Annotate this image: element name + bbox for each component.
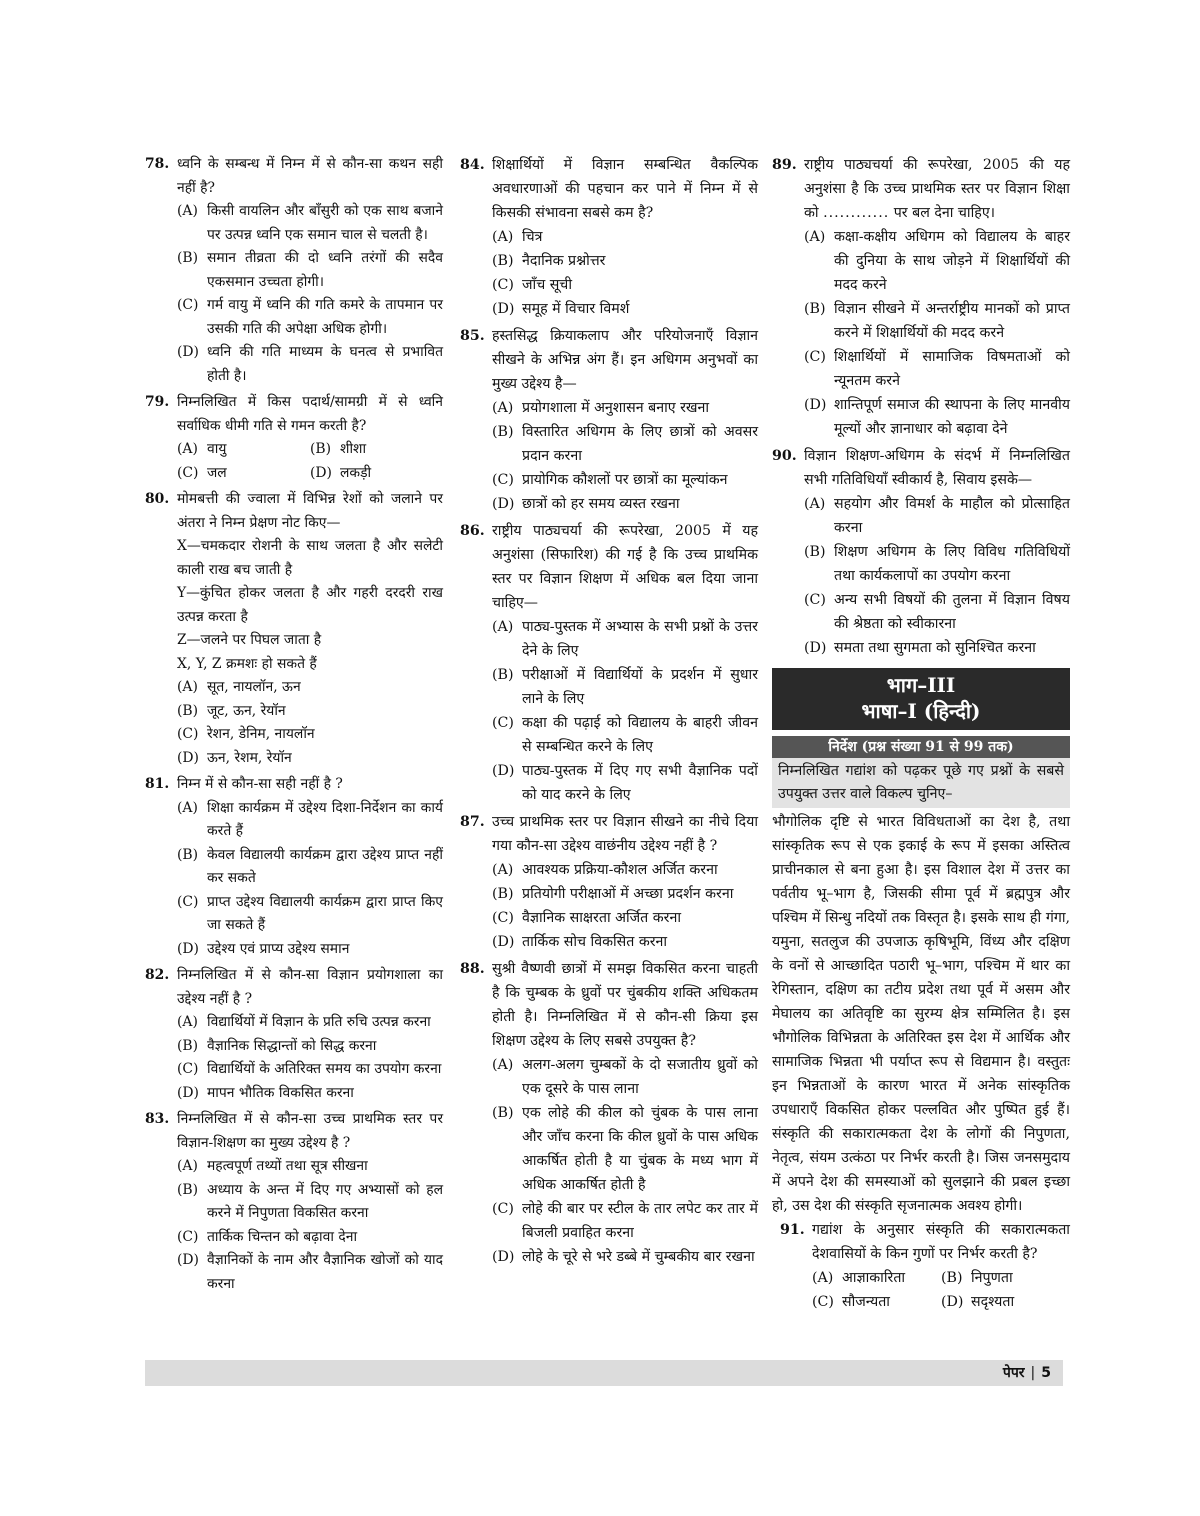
option-label: (C) bbox=[177, 726, 199, 742]
option-c[interactable] bbox=[145, 891, 443, 938]
option-label: (B) bbox=[492, 1105, 514, 1121]
option-text: तार्किक चिन्तन को बढ़ावा देना bbox=[207, 1228, 358, 1245]
question-text: हस्तसिद्ध क्रियाकलाप और परियोजनाएँ विज्ञान सीखने के अभिन्न अंग हैं। इन अधिगम अनुभवों का मुख्य उद्देश्य है— bbox=[492, 328, 758, 392]
question-number: 82. bbox=[145, 967, 170, 983]
option-label: (D) bbox=[177, 1084, 199, 1101]
part-title: भाग–III bbox=[886, 673, 956, 697]
option-text: गर्म वायु में ध्वनि की गति कमरे के तापमान पर उसकी गति की अपेक्षा अधिक होगी। bbox=[207, 297, 443, 337]
option-label: (B) bbox=[177, 250, 199, 266]
option-text: समान तीव्रता की दो ध्वनि तरंगों की सदैव एकसमान उच्चता होगी। bbox=[207, 250, 443, 290]
option-label: (C) bbox=[492, 715, 514, 731]
question-85 bbox=[460, 324, 758, 516]
question-header bbox=[772, 444, 1070, 492]
option-label: (C) bbox=[492, 277, 514, 293]
option-text: प्रयोगशाला में अनुशासन बनाए रखना bbox=[522, 400, 710, 416]
option-d[interactable] bbox=[145, 341, 443, 388]
option-label: (B) bbox=[804, 544, 826, 560]
option-d[interactable] bbox=[145, 1082, 443, 1106]
question-79 bbox=[145, 391, 443, 485]
option-label: (D) bbox=[177, 344, 199, 360]
footer-separator: | bbox=[1030, 1365, 1036, 1381]
passage-text: भौगोलिक दृष्टि से भारत विविधताओं का देश है, तथा सांस्कृतिक रूप से एक इकाई के रूप में इसका अस्तित्व प्राचीनकाल से बना हुआ है। इस विशाल देश में उत्तर का पर्वतीय भू–भाग है, जिसकी सीमा पूर्व में ब्रह्मपुत्र और पश्चिम में सिन्धु नदियों तक विस्तृत है। इसके साथ ही गंगा, यमुना, सतलुज की उपजाऊ कृषिभूमि, विंध्य और दक्षिण के वनों से आच्छादित पठारी भू–भाग, पश्चिम में थार का रेगिस्तान, दक्षिण का तटीय प्रदेश तथा पूर्व में असम और मेघालय का अतिवृष्टि का सुरम्य क्षेत्र सम्मिलित है। इस भौगोलिक विभिन्नता के अतिरिक्त इस देश में आर्थिक और सामाजिक भिन्नता भी पर्याप्त रूप से विद्यमान है। वस्तुतः इन भिन्नताओं के कारण भारत में अनेक सांस्कृतिक उपधाराएँ विकसित होकर पल्लवित और पुष्पित हुई हैं। संस्कृति की सकारात्मकता देश के लोगों की निपुणता, नेतृत्व, संयम उत्कंठा पर निर्भर करती है। जिस जनसमुदाय में अपने देश की समस्याओं को सुलझाने की प्रबल इच्छा हो, उस देश की संस्कृति सृजनात्मक अवश्य होगी। bbox=[772, 814, 1070, 1214]
column-1 bbox=[145, 153, 443, 1299]
question-90 bbox=[772, 444, 1070, 660]
question-number: 90. bbox=[772, 448, 797, 464]
option-a[interactable] bbox=[460, 1053, 758, 1101]
option-text: अलग-अलग चुम्बकों के दो सजातीय ध्रुवों को एक दूसरे के पास लाना bbox=[522, 1057, 758, 1097]
page-footer bbox=[145, 1360, 1063, 1386]
option-label: (B) bbox=[492, 886, 514, 902]
option-c[interactable] bbox=[772, 345, 1070, 393]
option-a[interactable] bbox=[460, 396, 758, 420]
fill-blank: ............ bbox=[823, 205, 890, 221]
question-number: 89. bbox=[772, 157, 797, 173]
option-b[interactable] bbox=[941, 1266, 1070, 1290]
question-91 bbox=[772, 1218, 1070, 1314]
option-text: किसी वायलिन और बाँसुरी को एक साथ बजाने पर उत्पन्न ध्वनि एक समान चाल से चलती है। bbox=[207, 203, 443, 243]
option-d[interactable] bbox=[772, 393, 1070, 441]
direction-text: निम्नलिखित गद्यांश को पढ़कर पूछे गए प्रश्नों के सबसे उपयुक्त उत्तर वाले विकल्प चुनिए– bbox=[772, 758, 1070, 808]
option-label: (A) bbox=[804, 496, 826, 512]
option-text: महत्वपूर्ण तथ्यों तथा सूत्र सीखना bbox=[207, 1158, 368, 1174]
option-label: (C) bbox=[804, 592, 826, 608]
question-header bbox=[460, 324, 758, 396]
option-b[interactable] bbox=[460, 663, 758, 711]
observation-note: Y—कुंचित होकर जलता है और गहरी दरदरी राख उत्पन्न करता है bbox=[177, 585, 443, 625]
option-label: (B) bbox=[177, 1037, 199, 1054]
option-c[interactable] bbox=[177, 462, 310, 486]
option-label: (D) bbox=[310, 464, 332, 481]
option-c[interactable] bbox=[460, 468, 758, 492]
option-text: प्रतियोगी परीक्षाओं में अच्छा प्रदर्शन करना bbox=[522, 886, 734, 902]
direction-heading: निर्देश (प्रश्न संख्या 91 से 99 तक) bbox=[772, 736, 1070, 758]
option-text: शीशा bbox=[340, 441, 367, 457]
option-label: (B) bbox=[310, 441, 332, 457]
option-a[interactable] bbox=[460, 615, 758, 663]
option-b[interactable] bbox=[772, 297, 1070, 345]
option-a[interactable] bbox=[145, 676, 443, 700]
question-header bbox=[145, 964, 443, 1011]
question-number: 91. bbox=[780, 1222, 805, 1238]
observation-note: X—चमकदार रोशनी के साथ जलता है और सलेटी काली राख बच जाती है bbox=[177, 538, 443, 578]
option-b[interactable] bbox=[145, 247, 443, 294]
question-text: विज्ञान शिक्षण-अधिगम के संदर्भ में निम्नलिखित सभी गतिविधियाँ स्वीकार्य है, सिवाय इसके— bbox=[804, 448, 1070, 488]
option-grid bbox=[145, 438, 443, 485]
option-text: कक्षा-कक्षीय अधिगम को विद्यालय के बाहर की दुनिया के साथ जोड़ने में शिक्षार्थियों की मदद करने bbox=[834, 229, 1070, 293]
option-label: (D) bbox=[804, 397, 827, 413]
question-header bbox=[145, 391, 443, 438]
question-text: राष्ट्रीय पाठ्यचर्या की रूपरेखा, 2005 में यह अनुशंसा (सिफारिश) की गई है कि उच्च प्राथमिक स्तर पर विज्ञान शिक्षण में अधिक बल दिया जाना चाहिए— bbox=[492, 523, 758, 611]
question-number: 78. bbox=[145, 156, 170, 172]
option-text: ध्वनि की गति माध्यम के घनत्व से प्रभावित होती है। bbox=[207, 344, 443, 384]
question-header bbox=[145, 488, 443, 535]
option-label: (B) bbox=[177, 846, 199, 863]
question-84 bbox=[460, 153, 758, 321]
option-label: (A) bbox=[492, 862, 514, 878]
option-text: जल bbox=[207, 464, 227, 481]
option-text: उद्देश्य एवं प्राप्य उद्देश्य समान bbox=[207, 940, 350, 957]
option-c[interactable] bbox=[145, 294, 443, 341]
option-d[interactable] bbox=[310, 462, 443, 486]
question-header bbox=[460, 153, 758, 225]
option-text: प्रायोगिक कौशलों पर छात्रों का मूल्यांकन bbox=[522, 472, 728, 488]
question-88 bbox=[460, 957, 758, 1269]
option-a[interactable] bbox=[177, 438, 310, 462]
option-d[interactable] bbox=[772, 636, 1070, 660]
part-subtitle: भाषा–I (हिन्दी) bbox=[861, 699, 981, 723]
option-label: (A) bbox=[177, 203, 198, 219]
option-label: (C) bbox=[812, 1294, 834, 1310]
question-text: सुश्री वैष्णवी छात्रों में समझ विकसित करना चाहती है कि चुम्बक के ध्रुवों पर चुंबकीय शक्ति अधिकतम होती है। निम्नलिखित में से कौन-सी क्रिया इस शिक्षण उद्देश्य के लिए सबसे उपयुक्त है? bbox=[492, 961, 758, 1049]
question-number: 84. bbox=[460, 157, 485, 173]
option-text: वैज्ञानिकों के नाम और वैज्ञानिक खोजों को याद करना bbox=[207, 1252, 443, 1292]
question-82 bbox=[145, 964, 443, 1105]
option-c[interactable] bbox=[460, 273, 758, 297]
option-text: तार्किक सोच विकसित करना bbox=[522, 934, 668, 950]
option-text: मापन भौतिक विकसित करना bbox=[207, 1084, 354, 1101]
option-text: आवश्यक प्रक्रिया-कौशल अर्जित करना bbox=[522, 862, 718, 878]
option-a[interactable] bbox=[460, 858, 758, 882]
part-heading-box bbox=[772, 668, 1070, 730]
option-b[interactable] bbox=[460, 1101, 758, 1197]
option-grid bbox=[780, 1266, 1070, 1314]
option-label: (D) bbox=[941, 1294, 964, 1310]
option-label: (A) bbox=[492, 400, 514, 416]
question-number: 83. bbox=[145, 1111, 170, 1127]
option-label: (A) bbox=[492, 619, 514, 635]
option-label: (D) bbox=[492, 301, 515, 317]
option-label: (D) bbox=[804, 640, 827, 656]
option-text: सहयोग और विमर्श के माहौल को प्रोत्साहित करना bbox=[834, 496, 1070, 536]
option-text: ऊन, रेशम, रेयॉन bbox=[207, 749, 292, 766]
option-text: शिक्षार्थियों में सामाजिक विषमताओं को न्यूनतम करने bbox=[834, 349, 1070, 389]
option-text: लोहे की बार पर स्टील के तार लपेट कर तार में बिजली प्रवाहित करना bbox=[522, 1201, 758, 1241]
option-text: पाठ्य-पुस्तक में अभ्यास के सभी प्रश्नों के उत्तर देने के लिए bbox=[522, 619, 758, 659]
option-text: अध्याय के अन्त में दिए गए अभ्यासों को हल करने में निपुणता विकसित करना bbox=[207, 1181, 443, 1221]
option-a[interactable] bbox=[145, 1155, 443, 1179]
question-number: 86. bbox=[460, 523, 485, 539]
option-label: (B) bbox=[177, 702, 199, 719]
option-label: (C) bbox=[177, 893, 199, 910]
option-text: समता तथा सुगमता को सुनिश्चित करना bbox=[834, 640, 1036, 656]
question-text-after: पर बल देना चाहिए। bbox=[889, 205, 996, 221]
question-83 bbox=[145, 1108, 443, 1296]
page-number: 5 bbox=[1041, 1365, 1051, 1381]
question-number: 81. bbox=[145, 776, 170, 792]
option-label: (C) bbox=[804, 349, 826, 365]
option-text: सदृश्यता bbox=[971, 1294, 1015, 1310]
option-text: पाठ्य-पुस्तक में दिए गए सभी वैज्ञानिक पदों को याद करने के लिए bbox=[522, 763, 758, 803]
option-text: वैज्ञानिक सिद्धान्तों को सिद्ध करना bbox=[207, 1037, 377, 1054]
option-d[interactable] bbox=[460, 759, 758, 807]
option-label: (D) bbox=[492, 496, 515, 512]
option-label: (D) bbox=[492, 934, 515, 950]
option-label: (B) bbox=[177, 1181, 199, 1198]
option-c[interactable] bbox=[460, 1197, 758, 1245]
option-label: (C) bbox=[177, 1228, 199, 1245]
option-a[interactable] bbox=[145, 200, 443, 247]
option-c[interactable] bbox=[772, 588, 1070, 636]
option-label: (B) bbox=[492, 424, 514, 440]
observation-note: Z—जलने पर पिघल जाता है bbox=[177, 632, 322, 648]
option-text: जाँच सूची bbox=[522, 277, 572, 293]
option-label: (D) bbox=[177, 749, 199, 766]
option-d[interactable] bbox=[145, 747, 443, 771]
option-text: विज्ञान सीखने में अन्तर्राष्ट्रीय मानकों को प्राप्त करने में शिक्षार्थियों की मदद करने bbox=[834, 301, 1070, 341]
option-d[interactable] bbox=[460, 1245, 758, 1269]
option-label: (B) bbox=[941, 1270, 963, 1286]
option-text: चित्र bbox=[522, 229, 543, 245]
option-text: रेशन, डेनिम, नायलॉन bbox=[207, 726, 315, 742]
option-label: (A) bbox=[804, 229, 826, 245]
option-d[interactable] bbox=[145, 1249, 443, 1296]
column-3 bbox=[772, 153, 1070, 1317]
option-text: परीक्षाओं में विद्यार्थियों के प्रदर्शन में सुधार लाने के लिए bbox=[522, 667, 758, 707]
option-label: (A) bbox=[177, 799, 198, 816]
option-d[interactable] bbox=[460, 297, 758, 321]
option-b[interactable] bbox=[145, 844, 443, 891]
option-text: सूत, नायलॉन, ऊन bbox=[207, 679, 301, 695]
option-label: (B) bbox=[804, 301, 826, 317]
option-d[interactable] bbox=[460, 492, 758, 516]
question-number: 80. bbox=[145, 491, 170, 507]
question-header bbox=[772, 153, 1070, 225]
question-text: शिक्षार्थियों में विज्ञान सम्बन्धित वैकल्पिक अवधारणाओं की पहचान कर पाने में निम्न में से किसकी संभावना सबसे कम है? bbox=[492, 157, 758, 221]
column-3-questions bbox=[772, 153, 1070, 660]
option-text: केवल विद्यालयी कार्यक्रम द्वारा उद्देश्य प्राप्त नहीं कर सकते bbox=[207, 846, 443, 886]
question-text: उच्च प्राथमिक स्तर पर विज्ञान सीखने का नीचे दिया गया कौन-सा उद्देश्य वाछंनीय उद्देश्य नहीं है ? bbox=[492, 814, 758, 854]
option-text: वायु bbox=[207, 441, 227, 457]
question-header bbox=[460, 957, 758, 1053]
option-c[interactable] bbox=[812, 1290, 941, 1314]
option-label: (D) bbox=[177, 940, 199, 957]
option-b[interactable] bbox=[460, 249, 758, 273]
option-b[interactable] bbox=[772, 540, 1070, 588]
question-86 bbox=[460, 519, 758, 807]
option-label: (C) bbox=[177, 1061, 199, 1077]
option-c[interactable] bbox=[460, 906, 758, 930]
option-label: (C) bbox=[492, 910, 514, 926]
option-text: नैदानिक प्रश्नोत्तर bbox=[522, 253, 606, 269]
question-header bbox=[460, 519, 758, 615]
option-text: वैज्ञानिक साक्षरता अर्जित करना bbox=[522, 910, 682, 926]
question-number: 79. bbox=[145, 394, 170, 410]
option-c[interactable] bbox=[460, 711, 758, 759]
option-text: शिक्षण अधिगम के लिए विविध गतिविधियों तथा कार्यकलापों का उपयोग करना bbox=[834, 544, 1070, 584]
option-d[interactable] bbox=[941, 1290, 1070, 1314]
option-text: लोहे के चूरे से भरे डब्बे में चुम्बकीय बार रखना bbox=[522, 1249, 755, 1265]
option-d[interactable] bbox=[460, 930, 758, 954]
option-text: लकड़ी bbox=[340, 464, 372, 481]
question-78 bbox=[145, 153, 443, 388]
option-text: कक्षा की पढ़ाई को विद्यालय के बाहरी जीवन से सम्बन्धित करने के लिए bbox=[522, 715, 758, 755]
option-a[interactable] bbox=[145, 1011, 443, 1035]
question-text: निम्न में से कौन-सा सही नहीं है ? bbox=[177, 776, 343, 792]
question-number: 85. bbox=[460, 328, 485, 344]
option-label: (C) bbox=[492, 472, 514, 488]
question-text: निम्नलिखित में से कौन-सा उच्च प्राथमिक स्तर पर विज्ञान-शिक्षण का मुख्य उद्देश्य है ? bbox=[177, 1111, 443, 1151]
question-header bbox=[145, 153, 443, 200]
option-text: निपुणता bbox=[971, 1270, 1013, 1286]
option-label: (B) bbox=[492, 253, 514, 269]
question-text: मोमबत्ती की ज्वाला में विभिन्न रेशों को जलाने पर अंतरा ने निम्न प्रेक्षण नोट किए— bbox=[177, 491, 443, 531]
question-80 bbox=[145, 488, 443, 770]
question-81 bbox=[145, 773, 443, 961]
option-text: विद्यार्थियों के अतिरिक्त समय का उपयोग करना bbox=[207, 1061, 442, 1077]
option-a[interactable] bbox=[812, 1266, 941, 1290]
footer-label bbox=[1003, 1363, 1051, 1382]
option-label: (A) bbox=[177, 1158, 198, 1174]
option-text: आज्ञाकारिता bbox=[842, 1270, 906, 1286]
option-c[interactable] bbox=[145, 1058, 443, 1082]
option-b[interactable] bbox=[310, 438, 443, 462]
option-label: (C) bbox=[177, 464, 199, 481]
option-b[interactable] bbox=[460, 420, 758, 468]
option-a[interactable] bbox=[772, 492, 1070, 540]
option-label: (D) bbox=[492, 1249, 515, 1265]
option-c[interactable] bbox=[145, 1226, 443, 1250]
question-header bbox=[460, 810, 758, 858]
option-b[interactable] bbox=[145, 1179, 443, 1226]
option-text: प्राप्त उद्देश्य विद्यालयी कार्यक्रम द्वारा प्राप्त किए जा सकते हैं bbox=[207, 893, 443, 933]
question-text: गद्यांश के अनुसार संस्कृति की सकारात्मकता देशवासियों के किन गुणों पर निर्भर करती है? bbox=[812, 1222, 1070, 1262]
option-label: (C) bbox=[492, 1201, 514, 1217]
option-a[interactable] bbox=[772, 225, 1070, 297]
option-label: (A) bbox=[812, 1270, 834, 1286]
option-text: विद्यार्थियों में विज्ञान के प्रति रुचि उत्पन्न करना bbox=[207, 1014, 431, 1030]
option-label: (B) bbox=[492, 667, 514, 683]
option-label: (A) bbox=[492, 229, 514, 245]
option-a[interactable] bbox=[145, 797, 443, 844]
option-text: शान्तिपूर्ण समाज की स्थापना के लिए मानवीय मूल्यों और ज्ञानाधार को बढ़ावा देने bbox=[834, 397, 1070, 437]
question-header bbox=[145, 1108, 443, 1155]
question-header bbox=[145, 773, 443, 797]
option-label: (C) bbox=[177, 297, 199, 313]
question-number: 87. bbox=[460, 814, 485, 830]
option-text: एक लोहे की कील को चुंबक के पास लाना और जाँच करना कि कील ध्रुवों के पास अधिक आकर्षित होती है या चुंबक के मध्य भाग में अधिक आकर्षित होती है bbox=[522, 1105, 758, 1193]
option-label: (A) bbox=[492, 1057, 514, 1073]
option-a[interactable] bbox=[460, 225, 758, 249]
option-label: (A) bbox=[177, 441, 198, 457]
option-text: छात्रों को हर समय व्यस्त रखना bbox=[522, 496, 680, 512]
option-b[interactable] bbox=[145, 1035, 443, 1059]
question-text bbox=[804, 153, 1070, 225]
option-label: (A) bbox=[177, 679, 198, 695]
question-number: 88. bbox=[460, 961, 485, 977]
option-c[interactable] bbox=[145, 723, 443, 747]
question-text: निम्नलिखित में किस पदार्थ/सामग्री में से ध्वनि सर्वाधिक धीमी गति से गमन करती है? bbox=[177, 394, 443, 434]
question-header bbox=[780, 1218, 1070, 1266]
observation-note: X, Y, Z क्रमशः हो सकते हैं bbox=[177, 655, 317, 672]
option-text: विस्तारित अधिगम के लिए छात्रों को अवसर प्रदान करना bbox=[522, 424, 758, 464]
option-label: (D) bbox=[177, 1252, 199, 1268]
option-text: शिक्षा कार्यक्रम में उद्देश्य दिशा-निर्देशन का कार्य करते हैं bbox=[207, 799, 443, 839]
option-label: (D) bbox=[492, 763, 515, 779]
footer-paper-label: पेपर bbox=[1002, 1365, 1025, 1381]
option-text: सौजन्यता bbox=[842, 1294, 890, 1310]
option-b[interactable] bbox=[460, 882, 758, 906]
option-d[interactable] bbox=[145, 938, 443, 962]
option-b[interactable] bbox=[145, 700, 443, 724]
question-87 bbox=[460, 810, 758, 954]
option-label: (A) bbox=[177, 1014, 198, 1030]
option-text: समूह में विचार विमर्श bbox=[522, 301, 630, 317]
option-text: अन्य सभी विषयों की तुलना में विज्ञान विषय की श्रेष्ठता को स्वीकारना bbox=[834, 592, 1070, 632]
question-89 bbox=[772, 153, 1070, 441]
question-text: निम्नलिखित में से कौन-सा विज्ञान प्रयोगशाला का उद्देश्य नहीं है ? bbox=[177, 967, 443, 1007]
column-2 bbox=[460, 153, 758, 1272]
question-text-before: राष्ट्रीय पाठ्यचर्या की रूपरेखा, 2005 की यह अनुशंसा है कि उच्च प्राथमिक स्तर पर विज्ञान शिक्षा को bbox=[804, 157, 1070, 221]
question-text: ध्वनि के सम्बन्ध में निम्न में से कौन-सा कथन सही नहीं है? bbox=[177, 156, 443, 196]
option-text: जूट, ऊन, रेयॉन bbox=[207, 702, 286, 719]
